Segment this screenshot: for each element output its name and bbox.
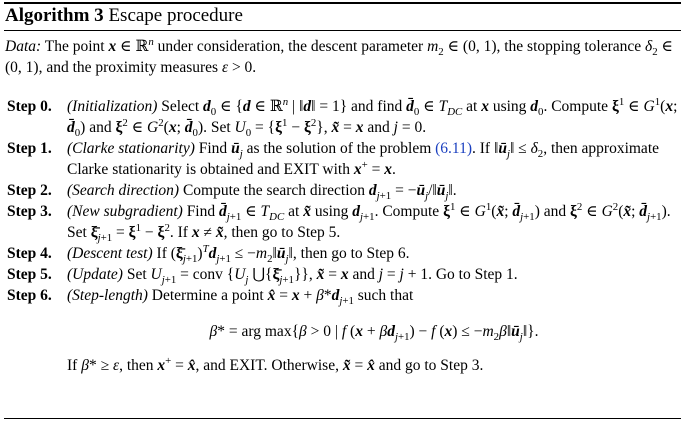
bottom-rule — [4, 418, 681, 419]
step-title: (Step-length) — [67, 287, 148, 304]
step-1: Step 1. (Clarke stationarity) Find $ū_j$ as the solution of the problem (6.11). If $‖ū_j‖ \le \delta_2$, then approximate Clarke stationarity is obtained and EXIT with x+ = x. — [7, 140, 659, 178]
algorithm-title — [5, 5, 243, 27]
step-4: Step 4. (Descent test) If $(\xī_{j+1})^Td_{j+1}$ ≤ $-m_2‖ū_j‖$, then go to Step 6. — [7, 242, 410, 266]
data-label: Data: — [5, 38, 42, 55]
data-text-4: , and the proximity measures — [38, 59, 219, 76]
step-3: Step 3. (New subgradient) Find $d̄_{j+1}$ ∈ $T_{DC}$ at x̃ using $d_{j+1}$. Compute $\xi^1$ ∈ $G^1(x̃$; $d̄_{j+1}$) and $\xi^2$ ∈ $G^2(x̃$; $d̄_{j+1}$). Set $\xī_{j+1} = \xi^1 - \xi^2$. If x ≠ x̃, then go to Step 5. — [7, 200, 671, 245]
top-rule — [4, 2, 681, 4]
step-6-conclusion: If β* ≥ ε, then x+ = x̂, and EXIT. Otherwise, x̃ = x̂ and go to Step 3. — [67, 354, 484, 374]
step-length-formula: β* = arg max{β > 0 | f $(x + \beta d_{j+1}) - f$ $(x) \le -m_2\beta‖ū_j‖$}. — [209, 323, 539, 344]
data-text-1: The point — [44, 38, 105, 55]
step-title: (Update) — [67, 266, 123, 283]
step-title: (Descent test) — [67, 245, 153, 262]
data-section: Data: The point x ∈ ℝ$^n$ under consideration, the descent parameter $m_2$ ∈ (0, 1), the stopping tolerance $\delta_2$ ∈ (0, 1), and the proximity measures ε > 0. — [5, 35, 673, 76]
data-text-2: under consideration, the descent parameter — [157, 38, 424, 55]
step-title: (Initialization) — [67, 98, 158, 115]
step-5: Step 5. (Update) Set $U_{j+1}$ = conv {$U_j$ $⋃\{\xī_{j+1}\}$}, x̃ = x and j = j + 1. Go to Step 1. — [7, 266, 518, 287]
title-rule — [4, 30, 681, 31]
step-label: Step 0. — [7, 98, 52, 115]
step-label: Step 4. — [7, 245, 52, 262]
step-title: (Clarke stationarity) — [67, 140, 195, 157]
step-6: Step 6. (Step-length) Determine a point x̂ = $x + \beta*d_{j+1}$ such that — [7, 287, 414, 308]
step-title: (New subgradient) — [67, 203, 183, 220]
steps-list — [7, 96, 681, 376]
step-title: (Search direction) — [67, 182, 180, 199]
algorithm-name: Escape procedure — [108, 5, 243, 26]
step-label: Step 5. — [7, 266, 52, 283]
step-2: Step 2. (Search direction) Compute the search direction $d_{j+1}$ = $-ū_j/‖ū_j‖$. — [7, 182, 457, 203]
step-label: Step 1. — [7, 140, 52, 157]
step-0: Step 0. (Initialization) Select $d_0$ ∈ {d ∈ ℝ$^n$ | ‖d‖ = 1} and find $d̄_0$ ∈ $T_{DC}$ at x using $d_0$. Compute $\xi^1$ ∈ $G^1(x$; $d̄_0$) and $\xi^2$ ∈ $G^2(x$; $d̄_0$). Set $U_0 = \{\xi^1 - \xi^2\}$, x̃ = x and j = 0. — [7, 95, 678, 140]
algorithm-label: Algorithm 3 — [5, 5, 104, 26]
data-text-3: , the stopping tolerance — [496, 38, 642, 55]
equation-reference[interactable]: (6.11) — [435, 140, 473, 157]
step-label: Step 6. — [7, 287, 52, 304]
step-label: Step 3. — [7, 203, 52, 220]
step-label: Step 2. — [7, 182, 52, 199]
